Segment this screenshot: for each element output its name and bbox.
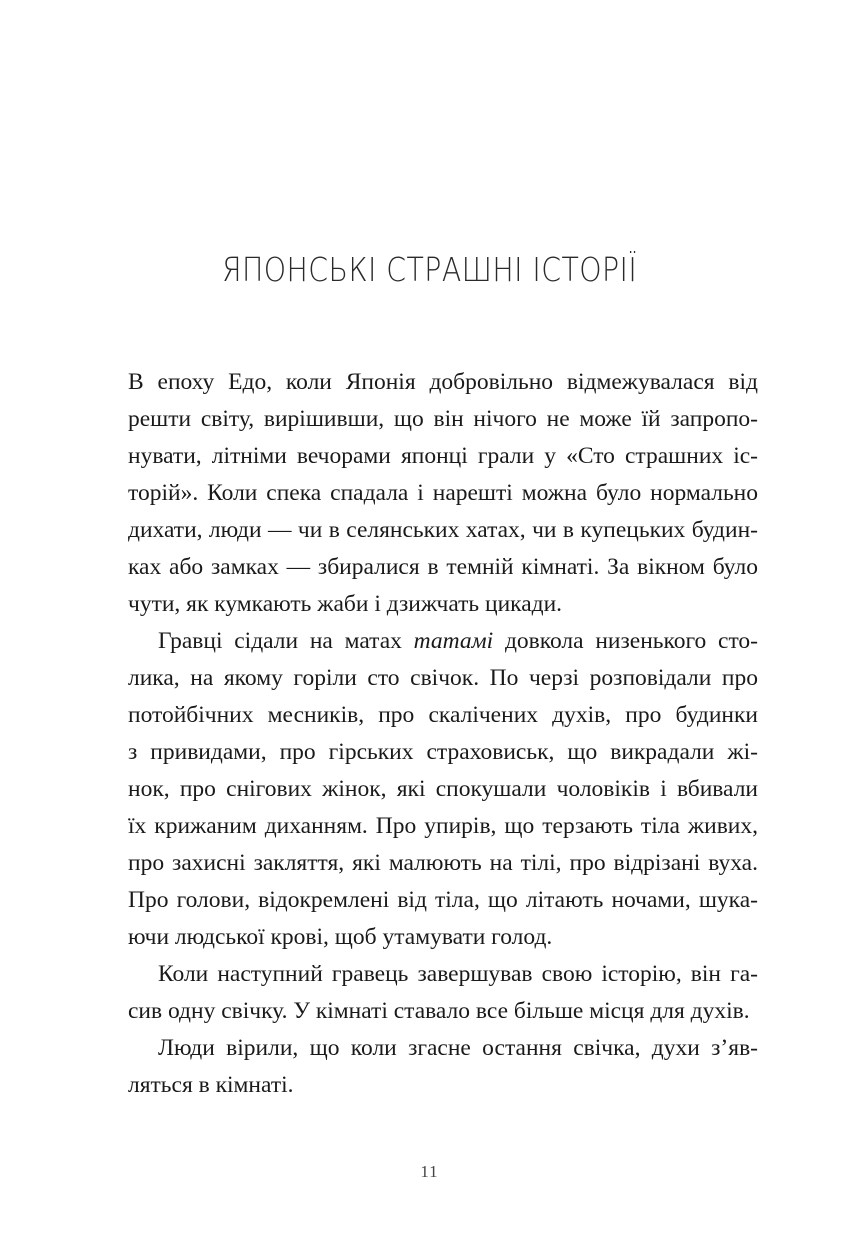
text-line: лика, на якому горіли сто свічок. По черзі розповідали про: [128, 665, 758, 691]
text-line: ючи людської крові, щоб утамувати голод.: [128, 924, 553, 950]
text-line: дихати, люди — чи в селянських хатах, чи в купецьких будин-: [128, 517, 758, 543]
text-line: Люди вірили, що коли згасне остання свічка, духи з’яв-: [158, 1035, 758, 1061]
text-line: про захисні закляття, які малюють на тілі, про відрізані вуха.: [128, 850, 758, 876]
text-segment: довкола низенького сто-: [493, 628, 758, 654]
italic-term: татамі: [413, 628, 494, 654]
text-line: ках або замках — збиралися в темній кімнаті. За вікном було: [128, 554, 758, 580]
paragraph-4: [128, 1030, 758, 1104]
text-line: чути, як кумкають жаби і дзижчать цикади.: [128, 591, 563, 617]
text-line: потойбічних месників, про скалічених духів, про будинки: [128, 702, 758, 728]
text-line: решти світу, вирішивши, що він нічого не може їй запропо-: [128, 406, 758, 432]
chapter-title: ЯПОНСЬКІ СТРАШНІ ІСТОРІЇ: [221, 250, 638, 289]
text-line: їх крижаним диханням. Про упирів, що терзають тіла живих,: [128, 813, 758, 839]
text-line: нок, про снігових жінок, які спокушали чоловіків і вбивали: [128, 776, 758, 802]
text-line: Коли наступний гравець завершував свою історію, він га-: [158, 961, 758, 987]
text-segment: Гравці сідали на матах: [158, 628, 414, 654]
body-text: [128, 364, 758, 1104]
text-line: з привидами, про гірських страховиськ, що викрадали жі-: [128, 739, 758, 765]
page-number: 11: [420, 1162, 439, 1181]
paragraph-2: [128, 623, 758, 956]
text-line: торій». Коли спека спадала і нарешті можна було нормально: [128, 480, 758, 506]
text-line: В епоху Едо, коли Японія добровільно відмежувалася від: [128, 369, 758, 395]
paragraph-1: [128, 364, 758, 623]
text-line: нувати, літніми вечорами японці грали у «Сто страшних іс-: [128, 443, 758, 469]
paragraph-3: [128, 956, 758, 1030]
text-line: сив одну свічку. У кімнаті ставало все більше місця для духів.: [128, 998, 750, 1024]
text-line: ляться в кімнаті.: [128, 1072, 294, 1098]
text-line: Про голови, відокремлені від тіла, що літають ночами, шука-: [128, 887, 758, 913]
text-line: [128, 623, 758, 660]
